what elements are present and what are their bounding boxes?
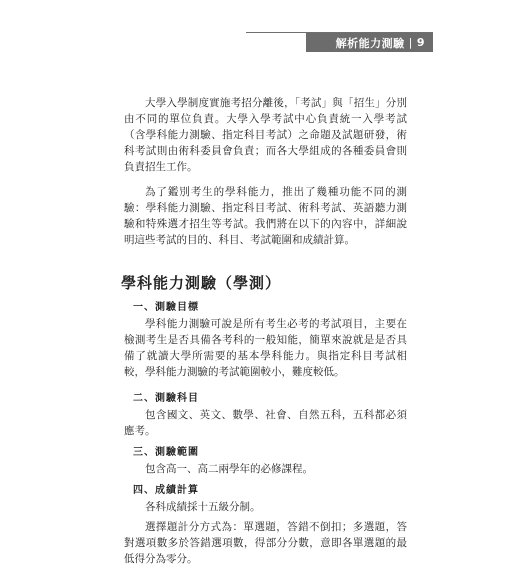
running-header [306,33,433,52]
page-body [121,95,407,576]
subheading-goal: 一、測驗目標 [133,302,199,313]
section-title: 學科能力測驗（學測） [121,274,282,292]
header-title: 解析能力測驗 [335,36,405,50]
goal-text: 學科能力測驗可說是所有考生必考的考試項目，主要在檢測考生是否具備各考科的一般知能，簡單來說就是是否具備了就讀大學所需要的基本學科能力。與指定科目考試相較，學科能力測驗的考試範圍較小，難度較低。 [124,318,407,378]
subheading-subjects: 二、測驗科目 [133,393,199,404]
subheading-scoring: 四、成績計算 [133,485,199,496]
header-separator: | [408,36,413,49]
scoring-text-2: 選擇題計分方式為：單選題，答錯不倒扣；多選題，答對選項數多於答錯選項數，得部分分數，意即各單選題的最低得分為零分。 [124,521,407,565]
page-number: 9 [416,36,425,49]
subheading-scope: 三、測驗範圍 [133,447,199,458]
intro-paragraph-1: 大學入學制度實施考招分離後，「考試」與「招生」分別由不同的單位負責。大學入學考試中心負責統一入學考試（含學科能力測驗、指定科目考試）之命題及試題研發，術科考試則由術科委員會負責；而各大學組成的各種委員會則負責招生工作。 [124,97,407,173]
scope-text: 包含高一、高二兩學年的必修課程。 [145,463,313,475]
intro-paragraph-2: 為了鑑別考生的學科能力，推出了幾種功能不同的測驗：學科能力測驗、指定科目考試、術科考試、英語聽力測驗和特殊選才招生等考試。我們將在以下的內容中，詳細說明這些考試的目的、科目、考試範圍和成績計算。 [124,186,407,246]
subjects-text: 包含國文、英文、數學、社會、自然五科，五科都必須應考。 [124,409,407,437]
scoring-text-1: 各科成績採十五級分制。 [145,501,261,513]
